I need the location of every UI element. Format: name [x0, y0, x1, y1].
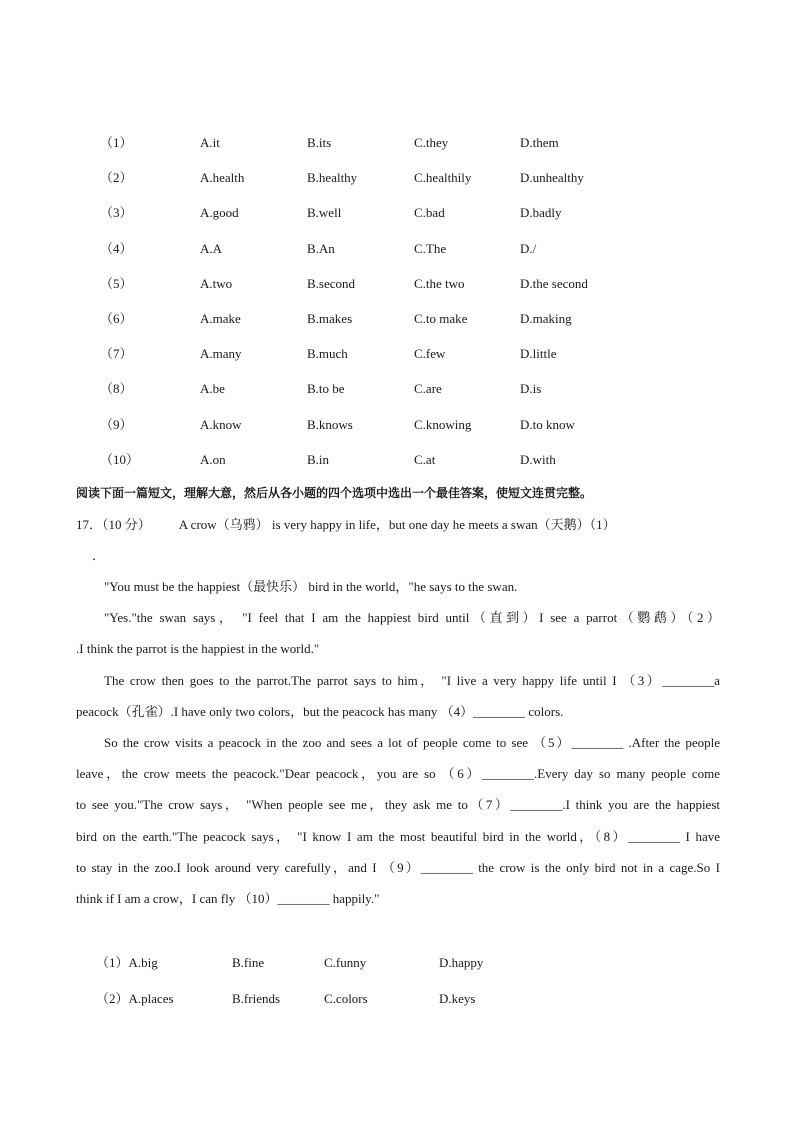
answer-option-b: B.fine: [232, 955, 265, 970]
answer-option-d: D.happy: [439, 955, 484, 970]
option-c: C.The: [414, 240, 447, 256]
option-number: （1）: [100, 135, 133, 150]
option-a: A.many: [200, 346, 242, 362]
passage: [76, 577, 720, 920]
option-number: （3）: [100, 205, 133, 221]
option-c: C.to make: [414, 310, 468, 326]
passage-line: So the crow visits a peacock in the zoo and sees a lot of people come to see （5）________ .After the people: [104, 734, 720, 750]
option-b: B.its: [307, 135, 332, 150]
passage-line: think if I am a crow，I can fly （10）________ happily.": [76, 890, 380, 906]
option-d: D.the second: [520, 275, 588, 291]
option-d: D.them: [520, 135, 559, 150]
option-d: D.making: [520, 310, 572, 326]
option-c: C.healthily: [414, 170, 472, 186]
option-d: D.is: [520, 381, 542, 397]
answer-option-b: B.friends: [232, 991, 281, 1006]
option-a: A.know: [200, 416, 242, 432]
answer-option-a: （2）A.places: [96, 991, 174, 1006]
answer-option-c: C.colors: [324, 991, 368, 1006]
option-b: B.much: [307, 346, 348, 362]
option-b: B.to be: [307, 381, 345, 397]
passage-line: to stay in the zoo.I look around very carefully，and I （9）________ the crow is the only bird not in a cage.So I: [76, 859, 720, 875]
reading-instruction: 阅读下面一篇短文，理解大意，然后从各小题的四个选项中选出一个最佳答案，使短文连贯完整。: [76, 486, 593, 500]
passage-line: to see you."The crow says， "When people see me，they ask me to（7）________.I think you are the happiest: [76, 797, 720, 813]
option-c: C.they: [414, 135, 449, 150]
answer-option-d: D.keys: [439, 991, 476, 1006]
option-c: C.knowing: [414, 416, 472, 432]
option-b: B.in: [307, 451, 330, 467]
option-d: D./: [520, 240, 537, 256]
answer-option-a: （1）A.big: [96, 955, 158, 970]
option-a: A.on: [200, 451, 226, 467]
option-a: A.it: [200, 135, 220, 150]
option-number: （4）: [100, 240, 133, 256]
question-number: 17．（10 分）: [76, 517, 151, 532]
option-b: B.makes: [307, 310, 353, 326]
option-a: A.health: [200, 170, 245, 186]
passage-line: bird on the earth."The peacock says， "I know I am the most beautiful bird in the world，（8）________ I have: [76, 828, 720, 844]
option-c: C.bad: [414, 205, 445, 221]
option-c: C.are: [414, 381, 442, 397]
question-first-line: A crow（乌鸦） is very happy in life，but one day he meets a swan（天鹅）（1）: [178, 517, 616, 532]
option-number: （8）: [100, 381, 133, 397]
option-a: A.two: [200, 275, 233, 291]
option-c: C.few: [414, 346, 446, 362]
option-number: （2）: [100, 170, 133, 186]
question-continuation: ．: [92, 548, 106, 563]
option-number: （6）: [100, 310, 133, 326]
passage-line: The crow then goes to the parrot.The parrot says to him， "I live a very happy life until I （3）________a: [104, 672, 720, 688]
option-a: A.be: [200, 381, 225, 397]
option-a: A.make: [200, 310, 241, 326]
option-d: D.to know: [520, 416, 575, 432]
option-number: （7）: [100, 346, 133, 362]
passage-line: "You must be the happiest（最快乐） bird in the world，"he says to the swan.: [104, 579, 518, 594]
passage-line: "Yes."the swan says， "I feel that I am the happiest bird until（直到）I see a parrot（鹦鹉）（2）: [104, 610, 720, 626]
option-d: D.little: [520, 346, 557, 362]
option-a: A.A: [200, 240, 223, 256]
option-c: C.at: [414, 451, 436, 467]
option-b: B.healthy: [307, 170, 358, 186]
option-d: D.badly: [520, 205, 562, 221]
option-d: D.unhealthy: [520, 170, 584, 186]
passage-line: leave，the crow meets the peacock."Dear peacock，you are so （6）________.Every day so many people come: [76, 766, 720, 782]
option-b: B.second: [307, 275, 356, 291]
option-c: C.the two: [414, 275, 465, 291]
option-a: A.good: [200, 205, 239, 221]
question-header: [76, 515, 616, 535]
option-number: （9）: [100, 416, 133, 432]
option-b: B.well: [307, 205, 342, 221]
option-b: B.knows: [307, 416, 353, 432]
passage-line: .I think the parrot is the happiest in the world.": [76, 641, 320, 657]
option-number: （10）: [100, 451, 140, 467]
passage-line: peacock（孔雀）.I have only two colors，but the peacock has many （4）________ colors.: [76, 703, 564, 719]
option-d: D.with: [520, 451, 556, 467]
option-b: B.An: [307, 240, 335, 256]
answer-option-c: C.funny: [324, 955, 367, 970]
option-number: （5）: [100, 275, 133, 291]
